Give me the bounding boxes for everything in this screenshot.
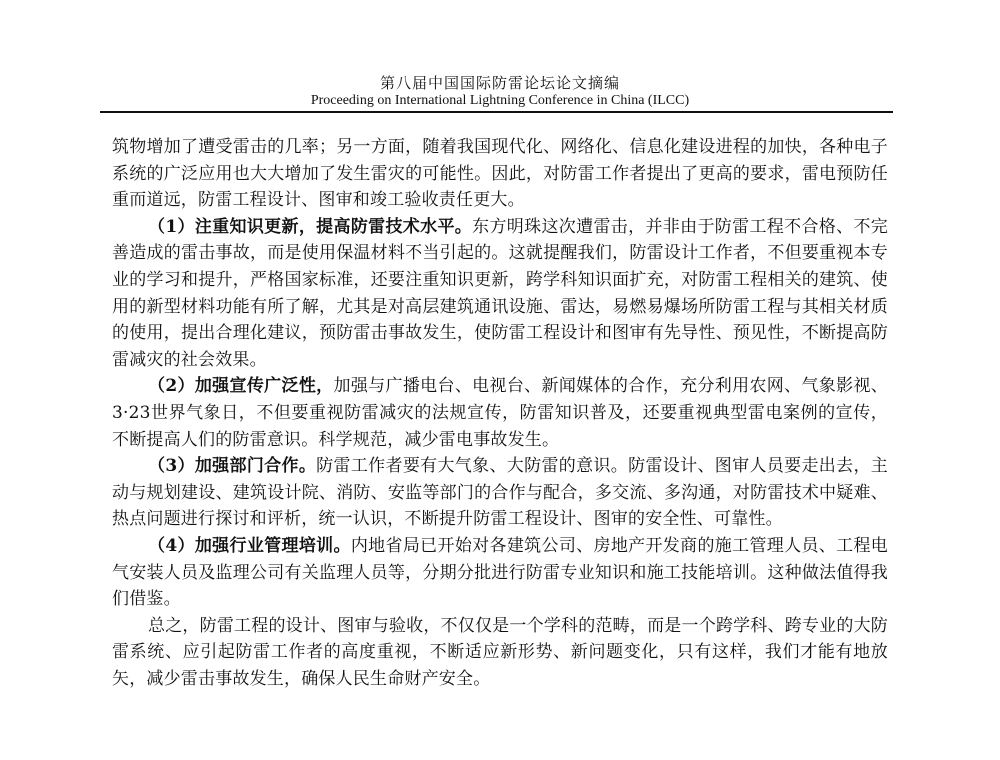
paragraph-text: 筑物增加了遭受雷击的几率；另一方面，随着我国现代化、网络化、信息化建设进程的加快，各种电子系统的广泛应用也大大增加了发生雷灾的可能性。因此，对防雷工作者提出了更高的要求，雷电预防任重而道远，防雷工程设计、图审和竣工验收责任更大。: [112, 137, 888, 211]
paragraph-text: 总之，防雷工程的设计、图审与验收，不仅仅是一个学科的范畴，而是一个跨学科、跨专业的大防雷系统、应引起防雷工作者的高度重视，不断适应新形势、新问题变化，只有这样，我们才能有地放矢，减少雷击事故发生，确保人民生命财产安全。: [112, 615, 888, 689]
paragraph-publicity: [112, 373, 888, 453]
paragraph-continuation: [112, 134, 888, 214]
header-title-chinese: 第八届中国国际防雷论坛论文摘编: [379, 74, 620, 92]
paragraph-text: 东方明珠这次遭雷击，并非由于防雷工程不合格、不完善造成的雷击事故，而是使用保温材料不当引起的。这就提醒我们，防雷设计工作者，不但要重视本专业的学习和提升，严格国家标准，还要注重知识更新，跨学科知识面扩充，对防雷工程相关的建筑、使用的新型材料功能有所了解，尤其是对高层建筑通讯设施、雷达，易燃易爆场所防雷工程与其相关材质的使用，提出合理化建议，预防雷击事故发生，使防雷工程设计和图审有先导性、预见性，不断提高防雷减灾的社会效果。: [112, 216, 888, 370]
paragraph-text: 内地省局已开始对各建筑公司、房地产开发商的施工管理人员、工程电气安装人员及监理公司有关监理人员等，分期分批进行防雷专业知识和施工技能培训。这种做法值得我们借鉴。: [112, 535, 888, 610]
paragraph-text: 加强与广播电台、电视台、新闻媒体的合作，充分利用农网、气象影视、3·23世界气象日，不但要重视防雷减灾的法规宣传，防雷知识普及，还要重视典型雷电案例的宣传，不断提高人们的防雷意识。科学规范，减少雷电事故发生。: [112, 376, 889, 450]
running-header: [100, 74, 900, 109]
paragraph-conclusion: [112, 613, 888, 693]
paragraph-cooperation: [112, 453, 888, 533]
paragraph-knowledge-update: [112, 214, 888, 374]
paragraph-lead: （4）加强行业管理培训。: [148, 535, 351, 556]
paragraph-lead: （2）加强宣传广泛性，: [148, 376, 334, 397]
header-rule: [100, 111, 893, 113]
paragraph-training: [112, 533, 888, 613]
paragraph-text: 防雷工作者要有大气象、大防雷的意识。防雷设计、图审人员要走出去，主动与规划建设、建筑设计院、消防、安监等部门的合作与配合，多交流、多沟通，对防雷技术中疑难、热点问题进行探讨和评析，统一认识，不断提升防雷工程设计、图审的安全性、可靠性。: [112, 456, 888, 530]
paragraph-lead: （1）注重知识更新，提高防雷技术水平。: [148, 216, 473, 237]
header-title-english: Proceeding on International Lightning Conference in China (ILCC): [310, 93, 690, 108]
body-text: [112, 134, 888, 692]
paragraph-lead: （3）加强部门合作。: [148, 456, 317, 477]
